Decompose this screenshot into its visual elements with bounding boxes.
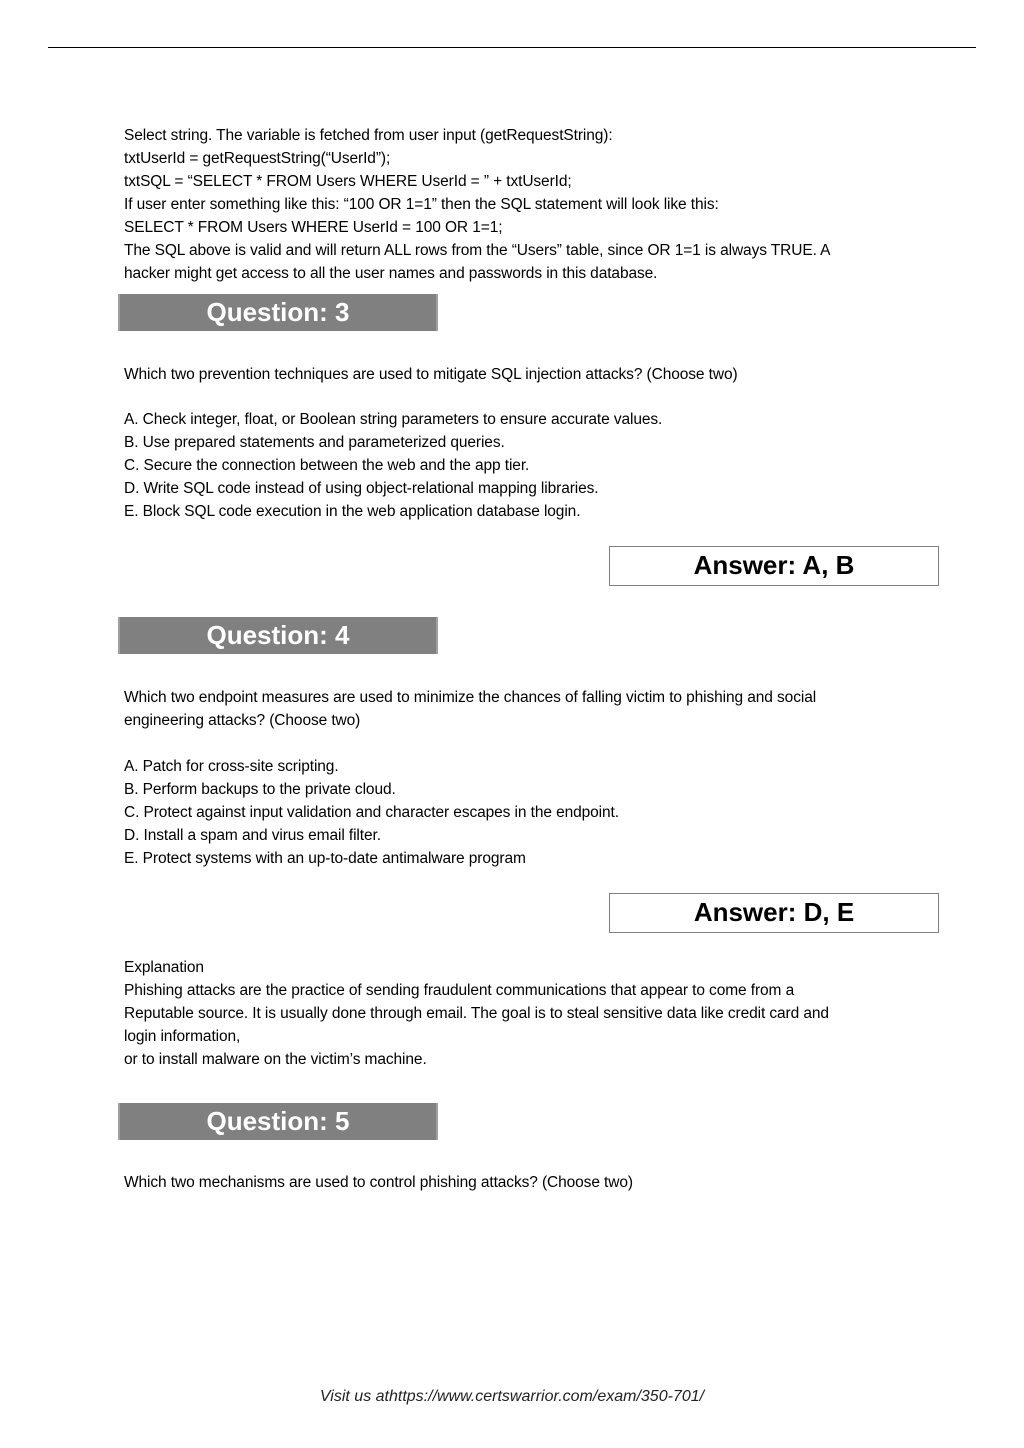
explanation-heading: Explanation xyxy=(124,959,204,976)
explanation-line: login information, xyxy=(124,1028,241,1045)
question-3-option-a: A. Check integer, float, or Boolean string parameters to ensure accurate values. xyxy=(124,411,663,428)
question-4-option-b: B. Perform backups to the private cloud. xyxy=(124,781,396,798)
footer-link[interactable]: Visit us athttps://www.certswarrior.com/exam/350-701/ xyxy=(319,1388,705,1405)
intro-line: Select string. The variable is fetched from user input (getRequestString): xyxy=(124,127,613,144)
explanation-line: or to install malware on the victim’s machine. xyxy=(124,1051,427,1068)
question-4-option-a: A. Patch for cross-site scripting. xyxy=(124,758,339,775)
explanation-line: Phishing attacks are the practice of sending fraudulent communications that appear to come from a xyxy=(124,982,795,999)
question-3-option-c: C. Secure the connection between the web and the app tier. xyxy=(124,457,530,474)
question-4-option-e: E. Protect systems with an up-to-date antimalware program xyxy=(124,850,526,867)
question-4-heading: Question: 4 xyxy=(118,617,438,654)
intro-line: hacker might get access to all the user names and passwords in this database. xyxy=(124,265,658,282)
explanation-line: Reputable source. It is usually done through email. The goal is to steal sensitive data like credit card and xyxy=(124,1005,829,1022)
question-4-prompt: engineering attacks? (Choose two) xyxy=(124,712,361,729)
question-4-option-c: C. Protect against input validation and character escapes in the endpoint. xyxy=(124,804,619,821)
question-4-answer: Answer: D, E xyxy=(609,893,939,933)
intro-line: The SQL above is valid and will return ALL rows from the “Users” table, since OR 1=1 is always TRUE. A xyxy=(124,242,831,259)
intro-line: SELECT * FROM Users WHERE UserId = 100 OR 1=1; xyxy=(124,219,503,236)
header-divider xyxy=(48,47,976,48)
question-3-answer: Answer: A, B xyxy=(609,546,939,586)
question-3-heading: Question: 3 xyxy=(118,294,438,331)
question-3-prompt: Which two prevention techniques are used to mitigate SQL injection attacks? (Choose two) xyxy=(124,366,738,383)
intro-line: If user enter something like this: “100 OR 1=1” then the SQL statement will look like this: xyxy=(124,196,719,213)
intro-line: txtUserId = getRequestString(“UserId”); xyxy=(124,150,391,167)
question-5-prompt: Which two mechanisms are used to control phishing attacks? (Choose two) xyxy=(124,1174,633,1191)
question-5-heading: Question: 5 xyxy=(118,1103,438,1140)
question-4-option-d: D. Install a spam and virus email filter. xyxy=(124,827,381,844)
question-3-option-d: D. Write SQL code instead of using object-relational mapping libraries. xyxy=(124,480,599,497)
question-4-prompt: Which two endpoint measures are used to minimize the chances of falling victim to phishing and social xyxy=(124,689,817,706)
question-3-option-b: B. Use prepared statements and parameterized queries. xyxy=(124,434,505,451)
question-3-option-e: E. Block SQL code execution in the web application database login. xyxy=(124,503,581,520)
intro-line: txtSQL = “SELECT * FROM Users WHERE UserId = ” + txtUserId; xyxy=(124,173,572,190)
